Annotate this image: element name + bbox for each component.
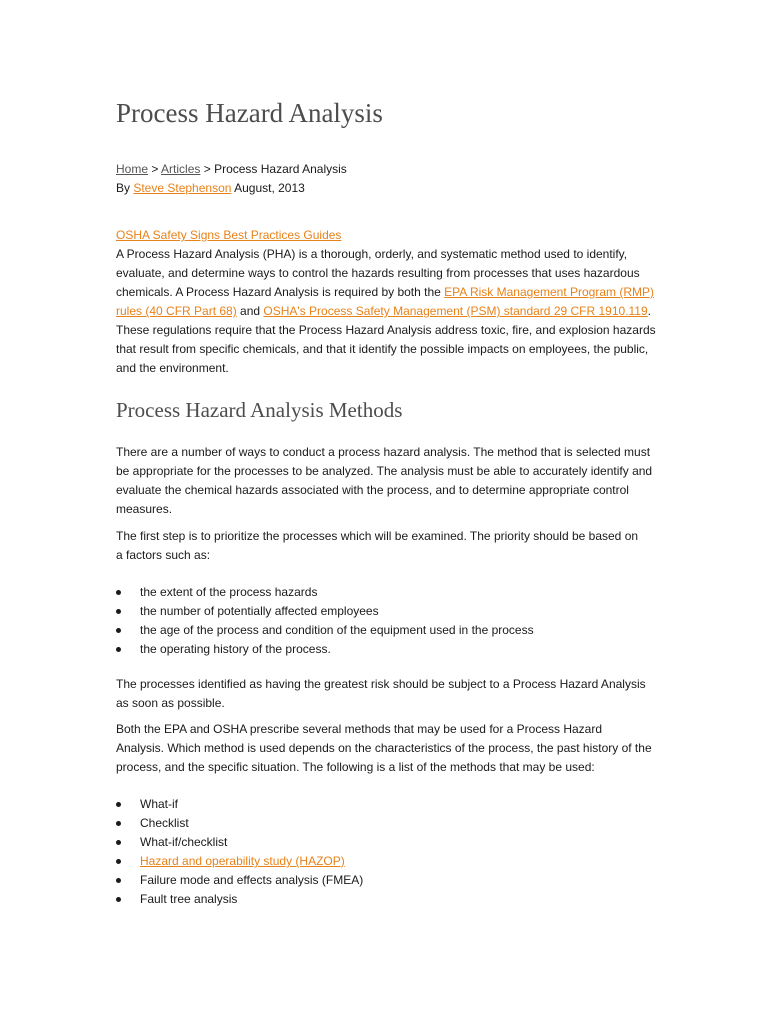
bullet-icon [116, 609, 121, 614]
bullet-icon [116, 897, 121, 902]
bullet-icon [116, 628, 121, 633]
list-item-text: Failure mode and effects analysis (FMEA) [140, 873, 364, 887]
factors-list [116, 583, 656, 659]
list-item-text: the operating history of the process. [140, 642, 331, 656]
list-item [116, 795, 656, 814]
bullet-icon [116, 647, 121, 652]
safety-signs-guide-link[interactable]: OSHA Safety Signs Best Practices Guides [116, 228, 342, 242]
list-item-text: Fault tree analysis [140, 892, 238, 906]
publish-date: August, 2013 [231, 181, 305, 195]
byline [116, 179, 656, 198]
methods-paragraph-text: Both the EPA and OSHA prescribe several methods that may be used for a Process Hazard [116, 722, 603, 736]
list-item [116, 583, 656, 602]
list-item-text: the extent of the process hazards [140, 585, 318, 599]
breadcrumb-home-link[interactable]: Home [116, 162, 149, 176]
intro-text-part: and [236, 304, 264, 318]
breadcrumb-current: Process Hazard Analysis [214, 162, 347, 176]
methods-heading: Process Hazard Analysis Methods [116, 398, 403, 422]
list-item-text: the age of the process and condition of the equipment used in the process [140, 623, 534, 637]
list-item [116, 871, 656, 890]
page-title: Process Hazard Analysis [116, 98, 383, 128]
breadcrumb [116, 160, 656, 179]
osha-psm-link[interactable]: OSHA's Process Safety Management (PSM) standard 29 CFR 1910.119 [263, 304, 648, 318]
breadcrumb-separator: > [148, 162, 162, 176]
bullet-icon [116, 878, 121, 883]
byline-prefix: By [116, 181, 134, 195]
methods-paragraph-text: a factors such as: [116, 548, 211, 562]
list-item [116, 602, 656, 621]
bullet-icon [116, 840, 121, 845]
list-item-text: Checklist [140, 816, 189, 830]
methods-paragraph-1 [116, 443, 656, 519]
methods-list [116, 795, 656, 909]
methods-paragraph-3 [116, 675, 656, 713]
bullet-icon [116, 802, 121, 807]
intro-text-part: A Process Hazard Analysis (PHA) is a thorough, orderly, and systematic method used to identify, evaluate, and determine ways to control the hazards resulting from processes that uses hazardous chemicals. A Process Hazard Analysis is required by both the [116, 247, 640, 299]
list-item [116, 852, 656, 871]
bullet-icon [116, 590, 121, 595]
methods-paragraph-text: The processes identified as having the greatest risk should be subject to a Process Hazard Analysis as soon as possible. [116, 677, 646, 710]
list-item [116, 890, 656, 909]
methods-paragraph-text: Analysis. Which method is used depends on the characteristics of the process, the past history of the process, and the specific situation. The following is a list of the methods that may be used: [116, 741, 652, 774]
author-link[interactable]: Steve Stephenson [133, 181, 232, 195]
list-item [116, 621, 656, 640]
bullet-icon [116, 859, 121, 864]
list-item-text: What-if [140, 797, 179, 811]
methods-paragraph-4 [116, 720, 656, 777]
epa-rmp-link[interactable]: EPA Risk Management Program (RMP) rules (40 CFR Part 68) [116, 285, 655, 318]
list-item [116, 640, 656, 659]
list-item-text: the number of potentially affected employees [140, 604, 379, 618]
list-item [116, 814, 656, 833]
hazop-link[interactable]: Hazard and operability study (HAZOP) [140, 854, 345, 868]
intro-paragraph [116, 245, 656, 378]
list-item-text: What-if/checklist [140, 835, 228, 849]
list-item [116, 833, 656, 852]
bullet-icon [116, 821, 121, 826]
breadcrumb-separator: > [200, 162, 215, 176]
methods-paragraph-2 [116, 527, 656, 565]
methods-paragraph-text: The first step is to prioritize the processes which will be examined. The priority should be based on [116, 529, 639, 543]
breadcrumb-articles-link[interactable]: Articles [161, 162, 201, 176]
methods-paragraph-text: There are a number of ways to conduct a process hazard analysis. The method that is selected must be appropriate for the processes to be analyzed. The analysis must be able to accurately identify and evaluate the chemical hazards associated with the process, and to determine appropriate control measures. [116, 445, 653, 516]
intro-section [116, 226, 656, 378]
intro-text-part: . These regulations require that the Process Hazard Analysis address toxic, fire, and explosion hazards that result from specific chemicals, and that it identify the possible impacts on employees, the public, and the environment. [116, 304, 656, 375]
